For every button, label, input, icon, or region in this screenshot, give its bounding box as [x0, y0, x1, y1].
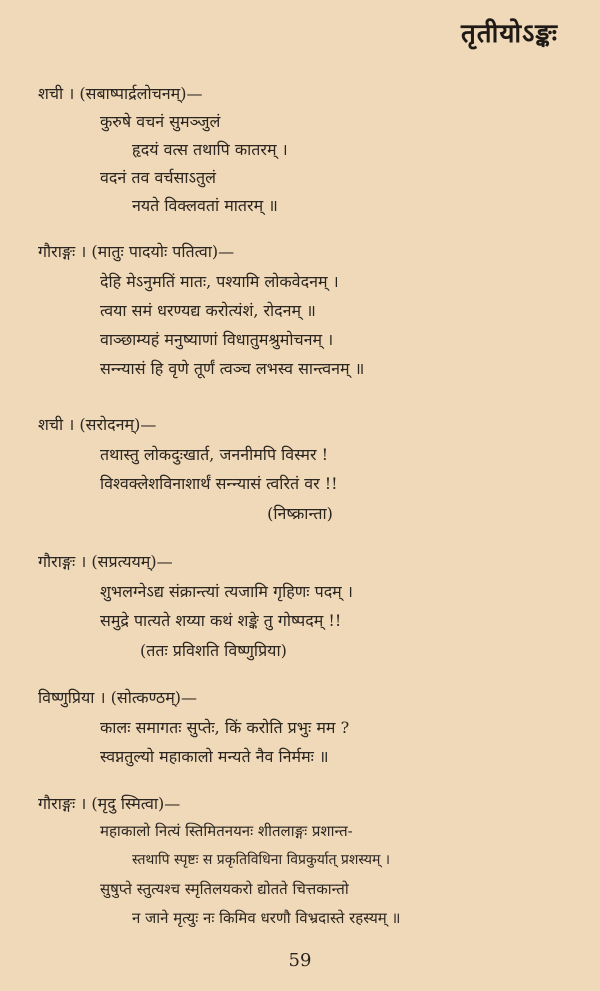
speaker-line: शची । (सरोदनम्)—: [38, 415, 157, 434]
speaker-line: गौराङ्गः । (सप्रत्ययम्)—: [38, 552, 173, 571]
stage-direction: (निष्क्रान्ता): [267, 504, 333, 523]
verse-line: नयते विक्लवतां मातरम् ॥: [132, 196, 278, 215]
verse-line: हृदयं वत्स तथापि कातरम् ।: [132, 140, 288, 159]
verse-line: त्वया समं धरण्यद्य करोत्यंशं, रोदनम् ॥: [100, 301, 316, 320]
verse-line: समुद्रे पात्यते शय्या कथं शङ्के तु गोष्पदम् !!: [100, 611, 342, 630]
verse-line: कालः समागतः सुप्तेः, किं करोति प्रभुः मम ?: [100, 718, 350, 737]
page-number: 59: [288, 950, 312, 971]
verse-line: विश्वक्लेशविनाशार्थं सन्न्यासं त्वरितं वर !!: [100, 474, 338, 493]
speaker-line: विष्णुप्रिया । (सोत्कण्ठम्)—: [38, 688, 198, 707]
verse-line: सन्न्यासं हि वृणे तूर्णं त्वञ्च लभस्व सान्त्वनम् ॥: [100, 359, 365, 378]
verse-line: स्वप्नतुल्यो महाकालो मन्यते नैव निर्ममः ॥: [100, 747, 329, 766]
verse-line: सुषुप्ते स्तुत्यश्च स्मृतिलयकरो द्योतते चित्तकान्तो: [100, 880, 349, 898]
speaker-line: गौराङ्गः । (मृदु स्मित्वा)—: [38, 794, 181, 813]
verse-line: देहि मेऽनुमतिं मातः, पश्यामि लोकवेदनम् ।: [100, 272, 339, 291]
verse-line: शुभलग्नेऽद्य संक्रान्त्यां त्यजामि गृहिणः पदम् ।: [100, 582, 353, 601]
verse-line: स्तथापि स्पृष्टः स प्रकृतिविधिना विप्रकुर्यात् प्रशस्यम् ।: [132, 852, 391, 868]
verse-line: वदनं तव वर्चसाऽतुलं: [100, 168, 216, 187]
verse-line: वाञ्छाम्यहं मनुष्याणां विधातुमश्रुमोचनम् ।: [100, 330, 334, 349]
speaker-line: गौराङ्गः । (मातुः पादयोः पतित्वा)—: [38, 242, 235, 261]
stage-direction: (ततः प्रविशति विष्णुप्रिया): [140, 641, 287, 660]
verse-line: न जाने मृत्युः नः किमिव धरणौ विभ्रदास्ते रहस्यम् ॥: [132, 909, 401, 927]
speaker-line: शची । (सबाष्पार्द्रलोचनम्)—: [38, 84, 203, 103]
verse-line: महाकालो नित्यं स्तिमितनयनः शीतलाङ्गः प्रशान्त-: [100, 822, 353, 840]
verse-line: तथास्तु लोकदुःखार्त, जननीमपि विस्मर !: [100, 445, 329, 464]
verse-line: कुरुषे वचनं सुमञ्जुलं: [100, 112, 221, 131]
act-title: तृतीयोऽङ्कः: [460, 19, 558, 49]
